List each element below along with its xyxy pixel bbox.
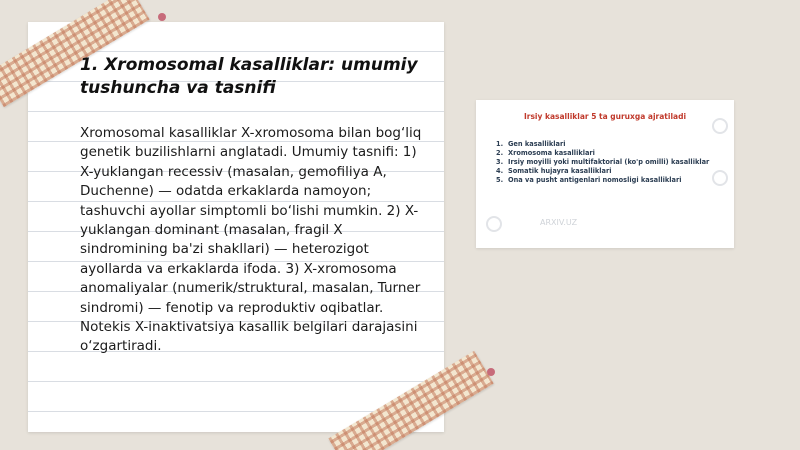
pin-icon [487, 368, 495, 376]
list-item-number: 4. [496, 167, 504, 175]
list-item [496, 149, 728, 158]
watermark-magnifier-icon [486, 216, 502, 232]
pin-icon [158, 13, 166, 21]
image-list [496, 140, 728, 185]
watermark-text: ARXIV.UZ [540, 218, 578, 227]
list-item [496, 167, 728, 176]
slide-title: 1. Xromosomal kasalliklar: umumiy tushuncha va tasnifi [80, 55, 418, 98]
image-title: Irsiy kasalliklar 5 ta guruxga ajratiladi [523, 112, 687, 121]
list-item [496, 158, 728, 167]
slide-body-text: Xromosomal kasalliklar X-xromosoma bilan bog‘liq genetik buzilishlarni anglatadi. Umumiy tasnifi: 1) X-yuklangan recessiv (masalan, gemofiliya A, Duchenne) — odatda erkaklarda namoyon; tashuvchi ayollar simptomli bo‘lishi mumkin. 2) X-yuklangan dominant (masalan, fragil X sindromining ba'zi shakllari) — heterozigot ayollarda va erkaklarda ifoda. 3) X-xromosoma anomaliyalar (numerik/struktural, masalan, Turner sindromi) — fenotip va reproduktiv oqibatlar. Notekis X-inaktivatsiya kasallik belgilari darajasini o‘zgartiradi. [80, 125, 422, 355]
list-item-text: Irsiy moyilli yoki multifaktorial (ko'p omilli) kasalliklar [508, 158, 710, 166]
list-item-number: 1. [496, 140, 504, 148]
list-item-number: 2. [496, 149, 504, 157]
list-item-number: 3. [496, 158, 504, 166]
embedded-slide-image [476, 100, 734, 248]
list-item-text: Ona va pusht antigenlari nomosligi kasalliklari [508, 176, 682, 184]
list-item [496, 176, 728, 185]
list-item-text: Somatik hujayra kasalliklari [508, 167, 612, 175]
list-item-number: 5. [496, 176, 504, 184]
list-item-text: Xromosoma kasalliklari [508, 149, 595, 157]
list-item-text: Gen kasalliklari [508, 140, 566, 148]
list-item [496, 140, 728, 149]
